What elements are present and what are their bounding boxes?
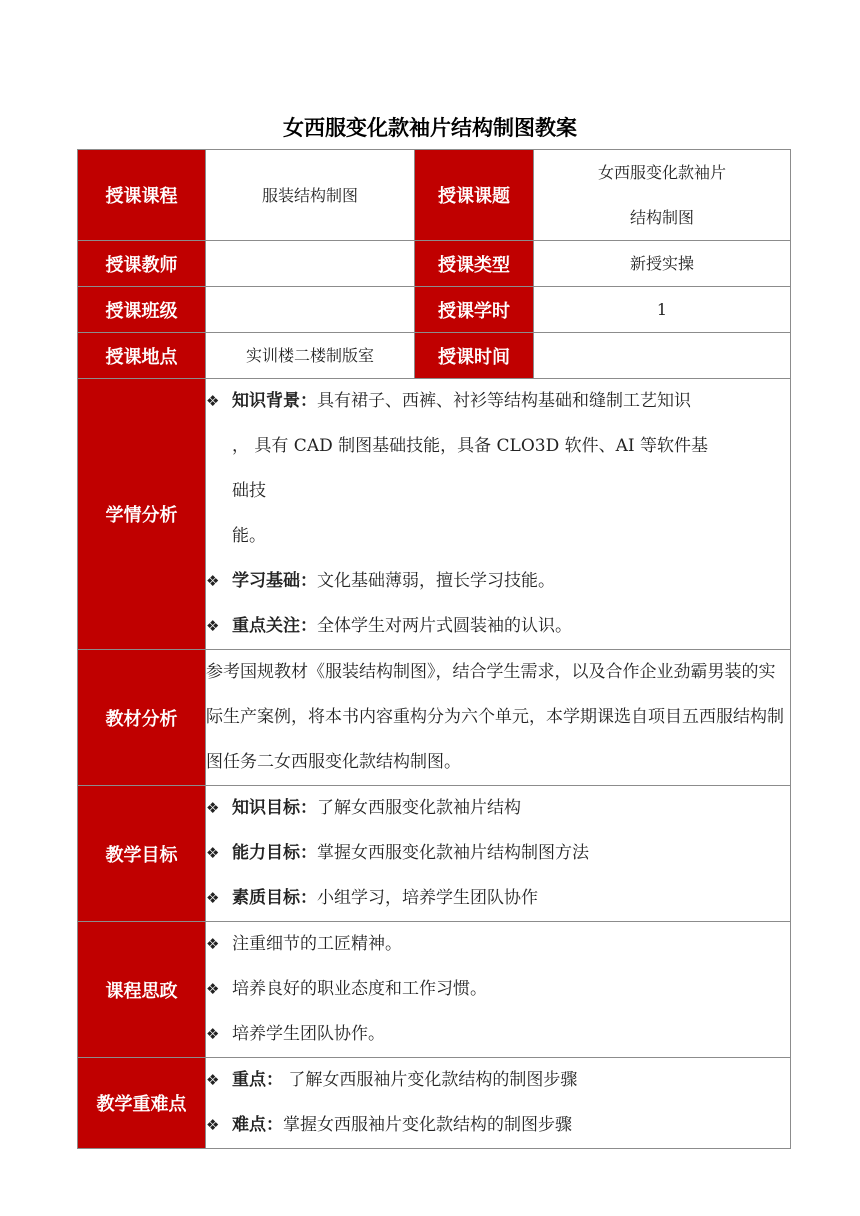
item-text: 具有裙子、西裤、衬衫等结构基础和缝制工艺知识: [317, 391, 691, 411]
diamond-bullet-icon: ❖: [206, 1116, 220, 1134]
list-item: [206, 1058, 790, 1103]
time-label: 授课时间: [415, 333, 534, 379]
topic-value-line2: 结构制图: [629, 208, 694, 227]
teacher-value: [206, 241, 415, 287]
item-text: 注重细节的工匠精神。: [232, 934, 402, 954]
item-heading: 学习基础：: [232, 571, 317, 591]
item-text: 掌握女西服袖片变化款结构的制图步骤: [283, 1115, 572, 1135]
class-label: 授课班级: [78, 287, 206, 333]
document-title: 女西服变化款袖片结构制图教案: [283, 116, 577, 140]
row-key-points: [78, 1058, 791, 1149]
teacher-label: 授课教师: [78, 241, 206, 287]
item-text: 全体学生对两片式圆装袖的认识。: [317, 616, 572, 636]
item-text: 小组学习，培养学生团队协作: [317, 888, 538, 908]
list-item: [206, 831, 790, 876]
row-student-analysis: [78, 379, 791, 650]
row-textbook-analysis: [78, 650, 791, 786]
item-heading: 知识背景：: [232, 391, 317, 411]
ideology-content: [206, 922, 791, 1058]
item-heading: 能力目标：: [232, 843, 317, 863]
diamond-bullet-icon: ❖: [206, 980, 220, 998]
lesson-plan-table: [77, 149, 791, 1149]
item-continuation: ， 具有 CAD 制图基础技能，具备 CLO3D 软件、AI 等软件基: [232, 436, 709, 456]
row-class: [78, 287, 791, 333]
course-label: 授课课程: [78, 150, 206, 241]
row-course: [78, 150, 791, 241]
hours-label: 授课学时: [415, 287, 534, 333]
list-item: [206, 876, 790, 921]
textbook-analysis-text: 参考国规教材《服装结构制图》，结合学生需求，以及合作企业劲霸男装的实际生产案例，将本书内容重构分为六个单元，本学期课选自项目五西服结构制图任务二女西服变化款结构制图。: [206, 650, 791, 786]
hours-value: 1: [534, 287, 791, 333]
list-item: [206, 967, 790, 1012]
item-heading: 重点：: [232, 1070, 283, 1090]
class-value: [206, 287, 415, 333]
key-points-content: [206, 1058, 791, 1149]
row-location: [78, 333, 791, 379]
diamond-bullet-icon: ❖: [206, 935, 220, 953]
student-analysis-content: [206, 379, 791, 650]
topic-value: [534, 150, 791, 241]
row-objectives: [78, 786, 791, 922]
item-text: 培养良好的职业态度和工作习惯。: [232, 979, 487, 999]
item-heading: 知识目标：: [232, 798, 317, 818]
course-value: 服装结构制图: [206, 150, 415, 241]
item-text: 了解女西服袖片变化款结构的制图步骤: [283, 1070, 578, 1090]
diamond-bullet-icon: ❖: [206, 1025, 220, 1043]
row-ideology: [78, 922, 791, 1058]
objectives-label: 教学目标: [78, 786, 206, 922]
diamond-bullet-icon: ❖: [206, 617, 220, 635]
item-heading: 难点：: [232, 1115, 283, 1135]
type-label: 授课类型: [415, 241, 534, 287]
diamond-bullet-icon: ❖: [206, 889, 220, 907]
item-text: 培养学生团队协作。: [232, 1024, 385, 1044]
diamond-bullet-icon: ❖: [206, 799, 220, 817]
list-item: [206, 379, 790, 424]
key-points-label: 教学重难点: [78, 1058, 206, 1149]
diamond-bullet-icon: ❖: [206, 1071, 220, 1089]
list-item: [206, 1103, 790, 1148]
item-text: 了解女西服变化款袖片结构: [317, 798, 521, 818]
item-continuation: 能。: [232, 526, 266, 546]
item-text: 文化基础薄弱，擅长学习技能。: [317, 571, 555, 591]
time-value: [534, 333, 791, 379]
location-label: 授课地点: [78, 333, 206, 379]
type-value: 新授实操: [534, 241, 791, 287]
textbook-analysis-label: 教材分析: [78, 650, 206, 786]
topic-value-line1: 女西服变化款袖片: [597, 163, 726, 182]
item-heading: 重点关注：: [232, 616, 317, 636]
student-analysis-label: 学情分析: [78, 379, 206, 650]
item-continuation: 础技: [232, 481, 266, 501]
location-value: 实训楼二楼制版室: [206, 333, 415, 379]
list-item: [206, 922, 790, 967]
list-item: [206, 1012, 790, 1057]
diamond-bullet-icon: ❖: [206, 392, 220, 410]
objectives-content: [206, 786, 791, 922]
list-item: [206, 604, 790, 649]
item-text: 掌握女西服变化款袖片结构制图方法: [317, 843, 589, 863]
row-teacher: [78, 241, 791, 287]
list-item: [206, 559, 790, 604]
list-item: [206, 786, 790, 831]
diamond-bullet-icon: ❖: [206, 572, 220, 590]
item-heading: 素质目标：: [232, 888, 317, 908]
diamond-bullet-icon: ❖: [206, 844, 220, 862]
topic-label: 授课课题: [415, 150, 534, 241]
ideology-label: 课程思政: [78, 922, 206, 1058]
